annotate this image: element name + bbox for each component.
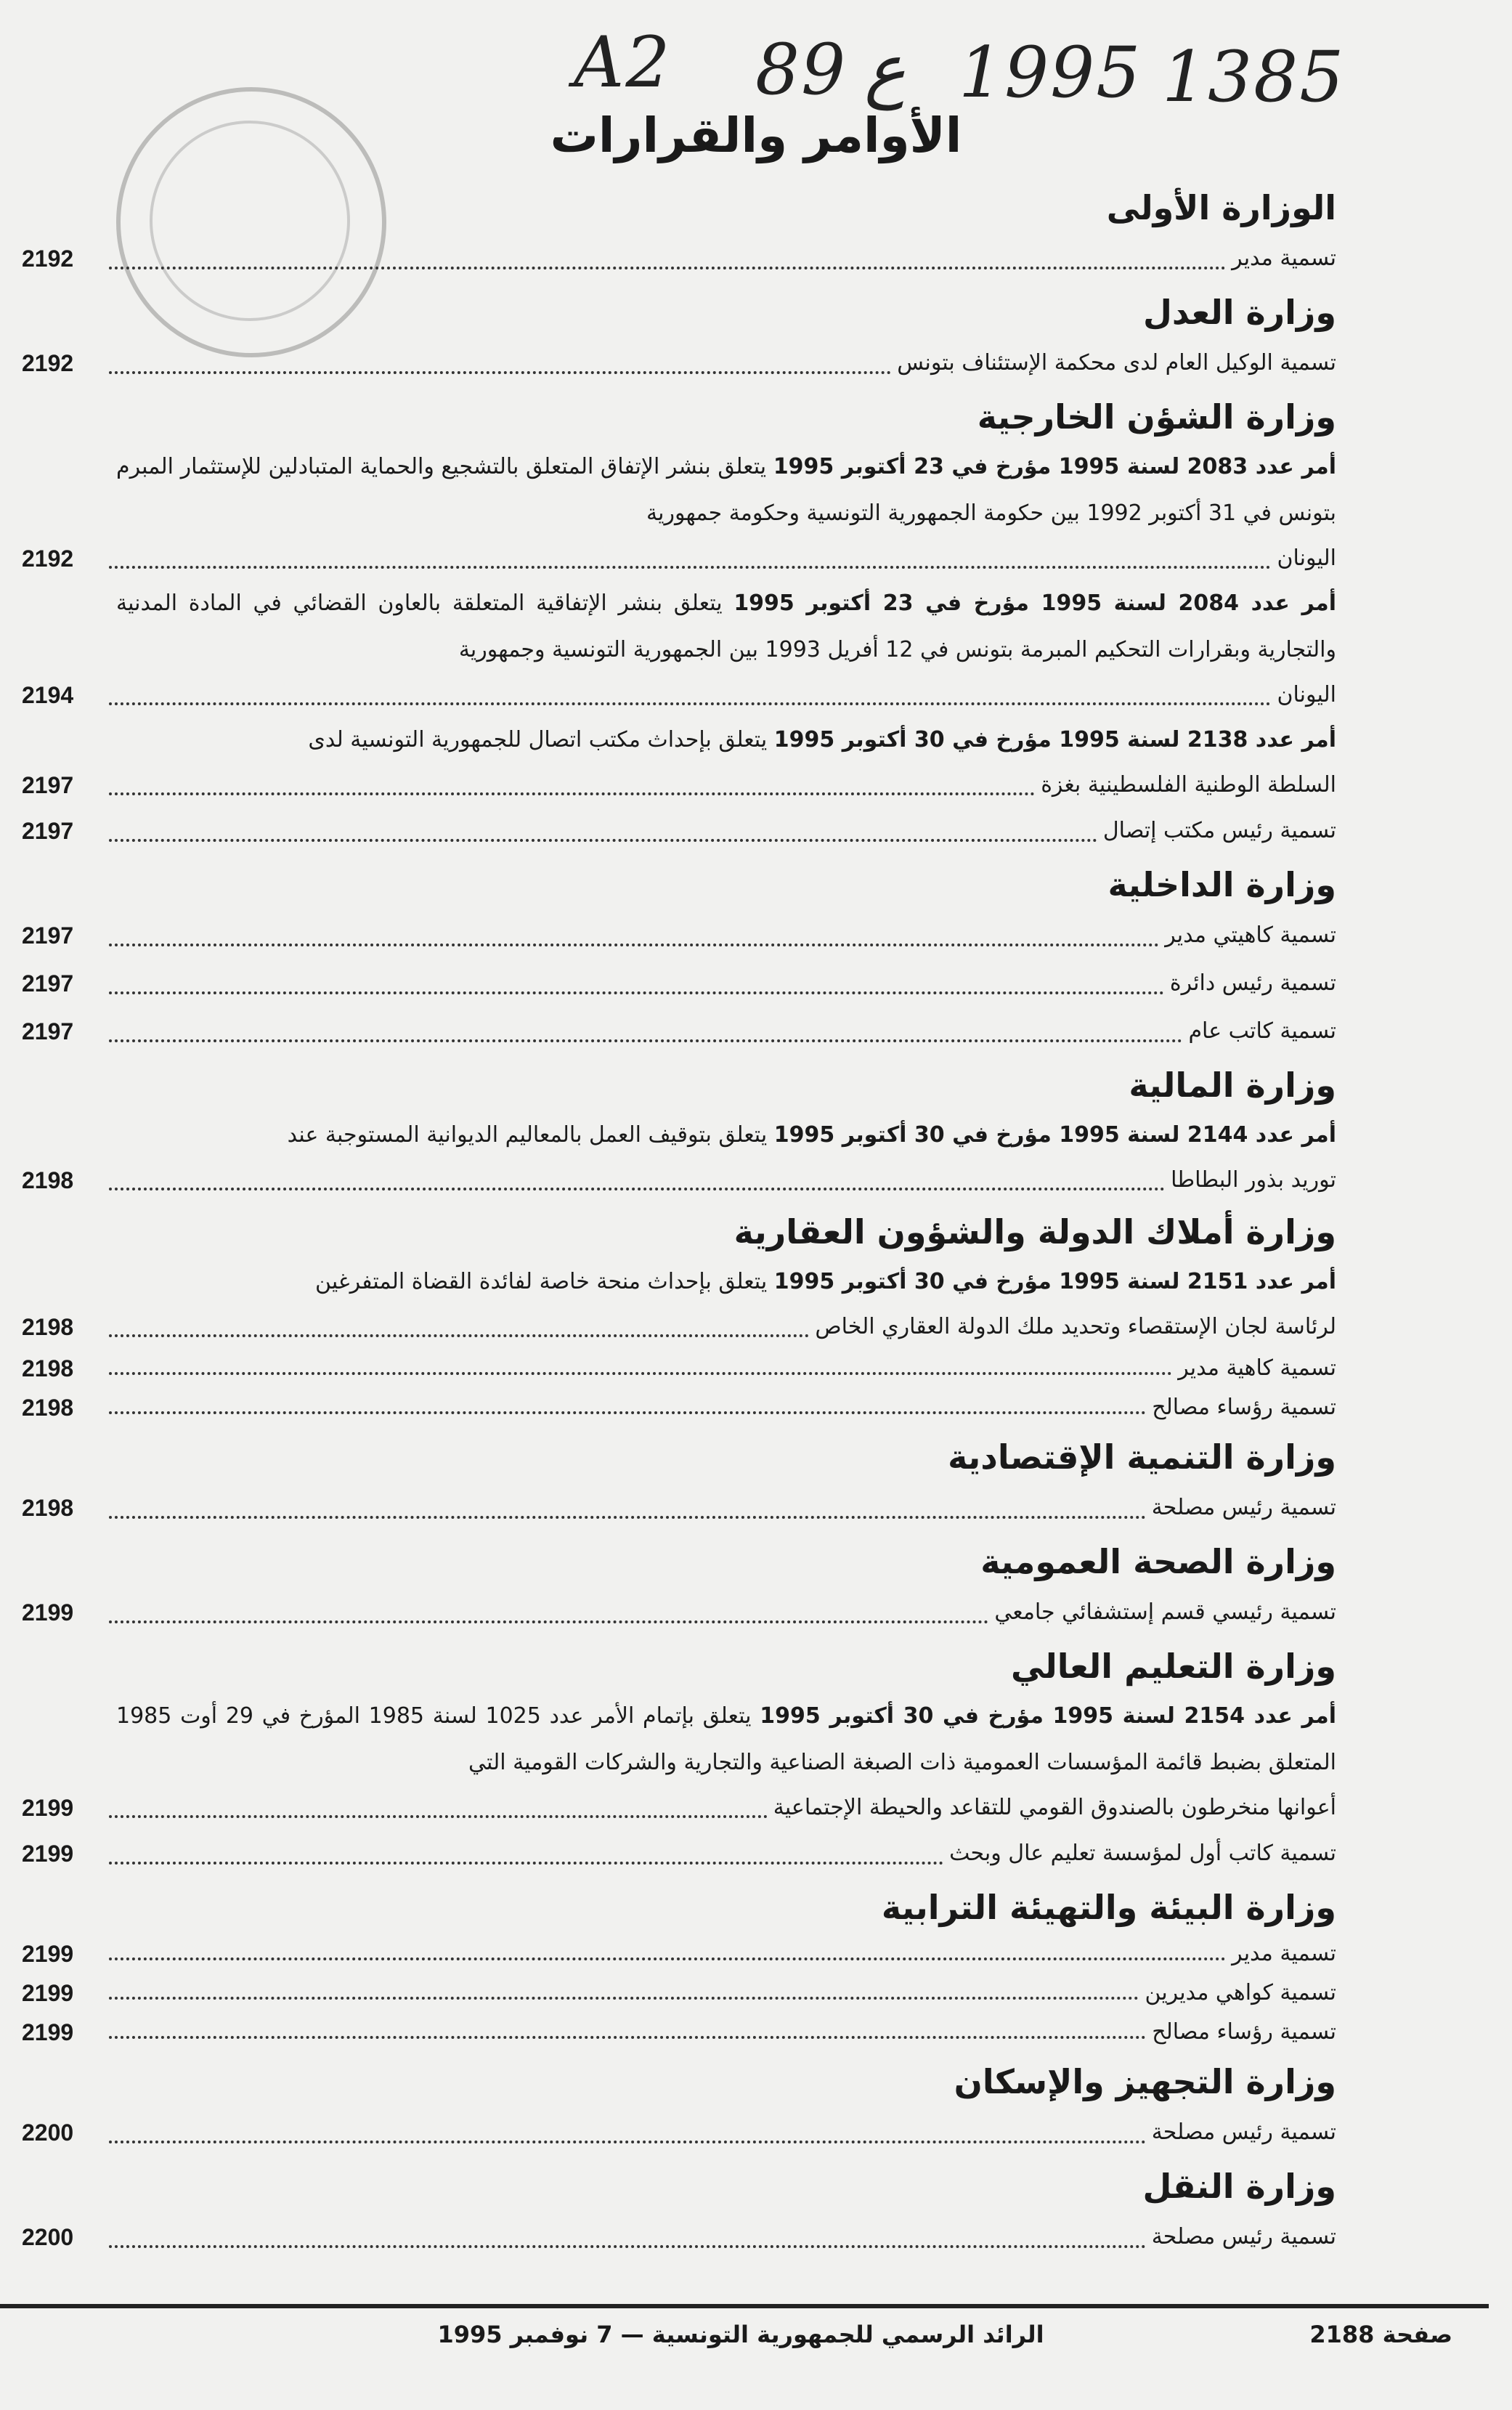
decree-end: اليونان	[1277, 545, 1336, 571]
table-of-contents	[22, 178, 1336, 2261]
decree-text	[22, 1259, 1336, 1305]
dot-leader	[109, 792, 1035, 795]
dot-leader	[109, 839, 1097, 842]
toc-entry[interactable]	[22, 1589, 1336, 1636]
toc-entry[interactable]	[22, 807, 1336, 855]
page-number: 2199	[22, 1941, 74, 1967]
decree-body: يتعلق بإتمام الأمر عدد 1025 لسنة 1985 المؤرخ في 29 أوت 1985 المتعلق بضبط قائمة المؤسسات العمومية ذات الصبغة الصناعية والتجارية والشركات القومية التي	[116, 1703, 1336, 1775]
decree-text	[22, 444, 1336, 537]
entry-text: تسمية رؤساء مصالح	[1152, 2019, 1336, 2045]
decree-entry-end[interactable]	[22, 763, 1336, 807]
dot-leader	[109, 371, 891, 374]
dot-leader	[109, 1957, 1226, 1960]
page-number: 2199	[22, 1795, 74, 1821]
page-number: 2198	[22, 1495, 74, 1521]
page-number: 2198	[22, 1314, 74, 1340]
page-footer	[0, 2321, 1481, 2372]
ministry-heading: وزارة الشؤن الخارجية	[977, 397, 1336, 437]
page-number: 2197	[22, 818, 74, 844]
dot-leader	[109, 1372, 1172, 1375]
decree-end: توريد بذور البطاطا	[1171, 1167, 1336, 1193]
page-number: 2192	[22, 350, 74, 376]
ministry-heading: وزارة التجهيز والإسكان	[954, 2062, 1336, 2101]
footer-divider	[0, 2304, 1489, 2308]
toc-entry[interactable]	[22, 2013, 1336, 2052]
decree-body: يتعلق بإحداث منحة خاصة لفائدة القضاة المتفرغين	[315, 1269, 768, 1294]
entry-text: تسمية رؤساء مصالح	[1152, 1395, 1336, 1420]
decree-text	[22, 1112, 1336, 1159]
dot-leader	[109, 1188, 1165, 1190]
entry-text: تسمية رئيس مصلحة	[1151, 1495, 1336, 1520]
toc-entry[interactable]	[22, 1973, 1336, 2013]
page-number: 2199	[22, 1980, 74, 2006]
dot-leader	[109, 944, 1159, 946]
footer-publication: الرائد الرسمي للجمهورية التونسية — 7 نوفمبر 1995	[437, 2321, 1044, 2348]
decree-end: السلطة الوطنية الفلسطينية بغزة	[1041, 772, 1336, 798]
handwriting-d: 1995	[959, 32, 1142, 113]
dot-leader	[109, 1039, 1182, 1042]
decree-body: يتعلق بنشر الإتفاقية المتعلقة بالعاون القضائي في المادة المدنية والتجارية وبقرارات التحكيم المبرمة بتونس في 12 أفريل 1993 بين الجمهورية التونسية وجمهورية	[116, 591, 1336, 662]
dot-leader	[109, 1334, 809, 1337]
ministry-heading: وزارة النقل	[1142, 2167, 1336, 2206]
decree-lead: أمر عدد 2138 لسنة 1995 مؤرخ في 30 أكتوبر 1995	[773, 727, 1336, 752]
dot-leader	[109, 1815, 768, 1818]
page-number: 2199	[22, 2019, 74, 2045]
page-number: 2197	[22, 970, 74, 997]
entry-text: تسمية كاتب عام	[1188, 1018, 1336, 1044]
dot-leader	[109, 1411, 1146, 1414]
page-number: 2198	[22, 1167, 74, 1193]
entry-text: تسمية كواهي مديرين	[1145, 1980, 1336, 2005]
toc-entry[interactable]	[22, 2109, 1336, 2157]
page-number: 2192	[22, 545, 74, 572]
dot-leader	[109, 566, 1271, 569]
page-title: الأوامر والقرارات	[550, 107, 962, 163]
page-number: 2192	[22, 246, 74, 272]
decree-entry-end[interactable]	[22, 537, 1336, 580]
entry-text: تسمية كاهيتي مدير	[1165, 922, 1336, 948]
decree-end: لرئاسة لجان الإستقصاء وتحديد ملك الدولة العقاري الخاص	[815, 1314, 1336, 1339]
decree-lead: أمر عدد 2151 لسنة 1995 مؤرخ في 30 أكتوبر 1995	[773, 1269, 1336, 1294]
entry-text: تسمية كاهية مدير	[1178, 1355, 1336, 1381]
page-number: 2198	[22, 1395, 74, 1421]
decree-text	[22, 1693, 1336, 1786]
page-number: 2199	[22, 1841, 74, 1867]
dot-leader	[109, 2141, 1146, 2143]
dot-leader	[109, 2036, 1146, 2039]
decree-body: يتعلق بتوقيف العمل بالمعاليم الديوانية المستوجبة عند	[287, 1122, 768, 1148]
entry-text: تسمية رئيس مكتب إتصال	[1102, 818, 1336, 843]
ministry-heading: وزارة التعليم العالي	[1010, 1647, 1336, 1686]
decree-lead: أمر عدد 2154 لسنة 1995 مؤرخ في 30 أكتوبر 1995	[760, 1703, 1336, 1729]
decree-body: يتعلق بنشر الإتفاق المتعلق بالتشجيع والحماية المتبادلين للإستثمار المبرم بتونس في 31 أكتوبر 1992 بين حكومة الجمهورية التونسية وحكومة جمهورية	[116, 454, 1336, 526]
dot-leader	[109, 1620, 988, 1623]
decree-text	[22, 580, 1336, 673]
page-number: 2199	[22, 1599, 74, 1626]
entry-text: تسمية رئيس مصلحة	[1151, 2119, 1336, 2145]
dot-leader	[109, 1997, 1139, 2000]
page-number: 2198	[22, 1355, 74, 1382]
handwriting-b: 89	[755, 29, 848, 110]
toc-entry[interactable]	[22, 1388, 1336, 1427]
dot-leader	[109, 702, 1271, 705]
entry-text: تسمية مدير	[1232, 1941, 1336, 1966]
ministry-heading: وزارة البيئة والتهيئة الترابية	[881, 1888, 1336, 1927]
handwriting-c: ع	[864, 29, 906, 110]
dot-leader	[109, 2245, 1146, 2248]
ministry-heading: وزارة العدل	[1143, 293, 1336, 332]
ministry-heading: وزارة التنمية الإقتصادية	[948, 1437, 1336, 1477]
toc-entry[interactable]	[22, 1349, 1336, 1388]
entry-text: تسمية رئيس مصلحة	[1151, 2224, 1336, 2249]
toc-entry[interactable]	[22, 959, 1336, 1007]
decree-end: أعوانها منخرطون بالصندوق القومي للتقاعد والحيطة الإجتماعية	[773, 1795, 1336, 1820]
toc-entry[interactable]	[22, 1934, 1336, 1973]
entry-text: تسمية رئيسي قسم إستشفائي جامعي	[994, 1599, 1336, 1625]
dot-leader	[109, 1862, 943, 1865]
footer-page-label: صفحة 2188	[1309, 2321, 1452, 2348]
dot-leader	[109, 1516, 1146, 1519]
decree-entry-end[interactable]	[22, 1786, 1336, 1830]
ministry-heading: الوزارة الأولى	[1106, 188, 1336, 227]
entry-text: تسمية رئيس دائرة	[1169, 970, 1336, 996]
toc-entry[interactable]	[22, 912, 1336, 959]
dot-leader	[109, 991, 1164, 994]
entry-text: تسمية كاتب أول لمؤسسة تعليم عال وبحث	[949, 1841, 1336, 1866]
toc-entry[interactable]	[22, 235, 1336, 283]
page-number: 2197	[22, 772, 74, 798]
toc-entry[interactable]	[22, 1007, 1336, 1055]
decree-text	[22, 717, 1336, 763]
dot-leader	[109, 267, 1226, 269]
ministry-heading: وزارة أملاك الدولة والشؤون العقارية	[733, 1212, 1336, 1251]
entry-text: تسمية الوكيل العام لدى محكمة الإستئناف بتونس	[897, 350, 1336, 376]
decree-body: يتعلق بإحداث مكتب اتصال للجمهورية التونسية لدى	[308, 727, 768, 752]
page-number: 2194	[22, 682, 74, 708]
decree-lead: أمر عدد 2084 لسنة 1995 مؤرخ في 23 أكتوبر 1995	[733, 591, 1336, 616]
handwriting-e: 1385	[1162, 36, 1346, 118]
decree-lead: أمر عدد 2083 لسنة 1995 مؤرخ في 23 أكتوبر 1995	[773, 454, 1336, 479]
toc-entry[interactable]	[22, 1484, 1336, 1532]
decree-entry-end[interactable]	[22, 1305, 1336, 1349]
entry-text: تسمية مدير	[1232, 246, 1336, 271]
toc-entry[interactable]	[22, 1830, 1336, 1878]
ministry-heading: وزارة الصحة العمومية	[980, 1542, 1336, 1581]
decree-lead: أمر عدد 2144 لسنة 1995 مؤرخ في 30 أكتوبر 1995	[773, 1122, 1336, 1148]
decree-entry-end[interactable]	[22, 673, 1336, 717]
handwriting-a: A2	[574, 22, 672, 103]
ministry-heading: وزارة الداخلية	[1107, 865, 1336, 904]
decree-end: اليونان	[1277, 682, 1336, 707]
toc-entry[interactable]	[22, 2213, 1336, 2261]
page-number: 2200	[22, 2224, 74, 2250]
toc-entry[interactable]	[22, 339, 1336, 387]
ministry-heading: وزارة المالية	[1129, 1066, 1336, 1105]
page-number: 2197	[22, 1018, 74, 1044]
page-number: 2197	[22, 922, 74, 949]
page-number: 2200	[22, 2119, 74, 2146]
decree-entry-end[interactable]	[22, 1159, 1336, 1202]
